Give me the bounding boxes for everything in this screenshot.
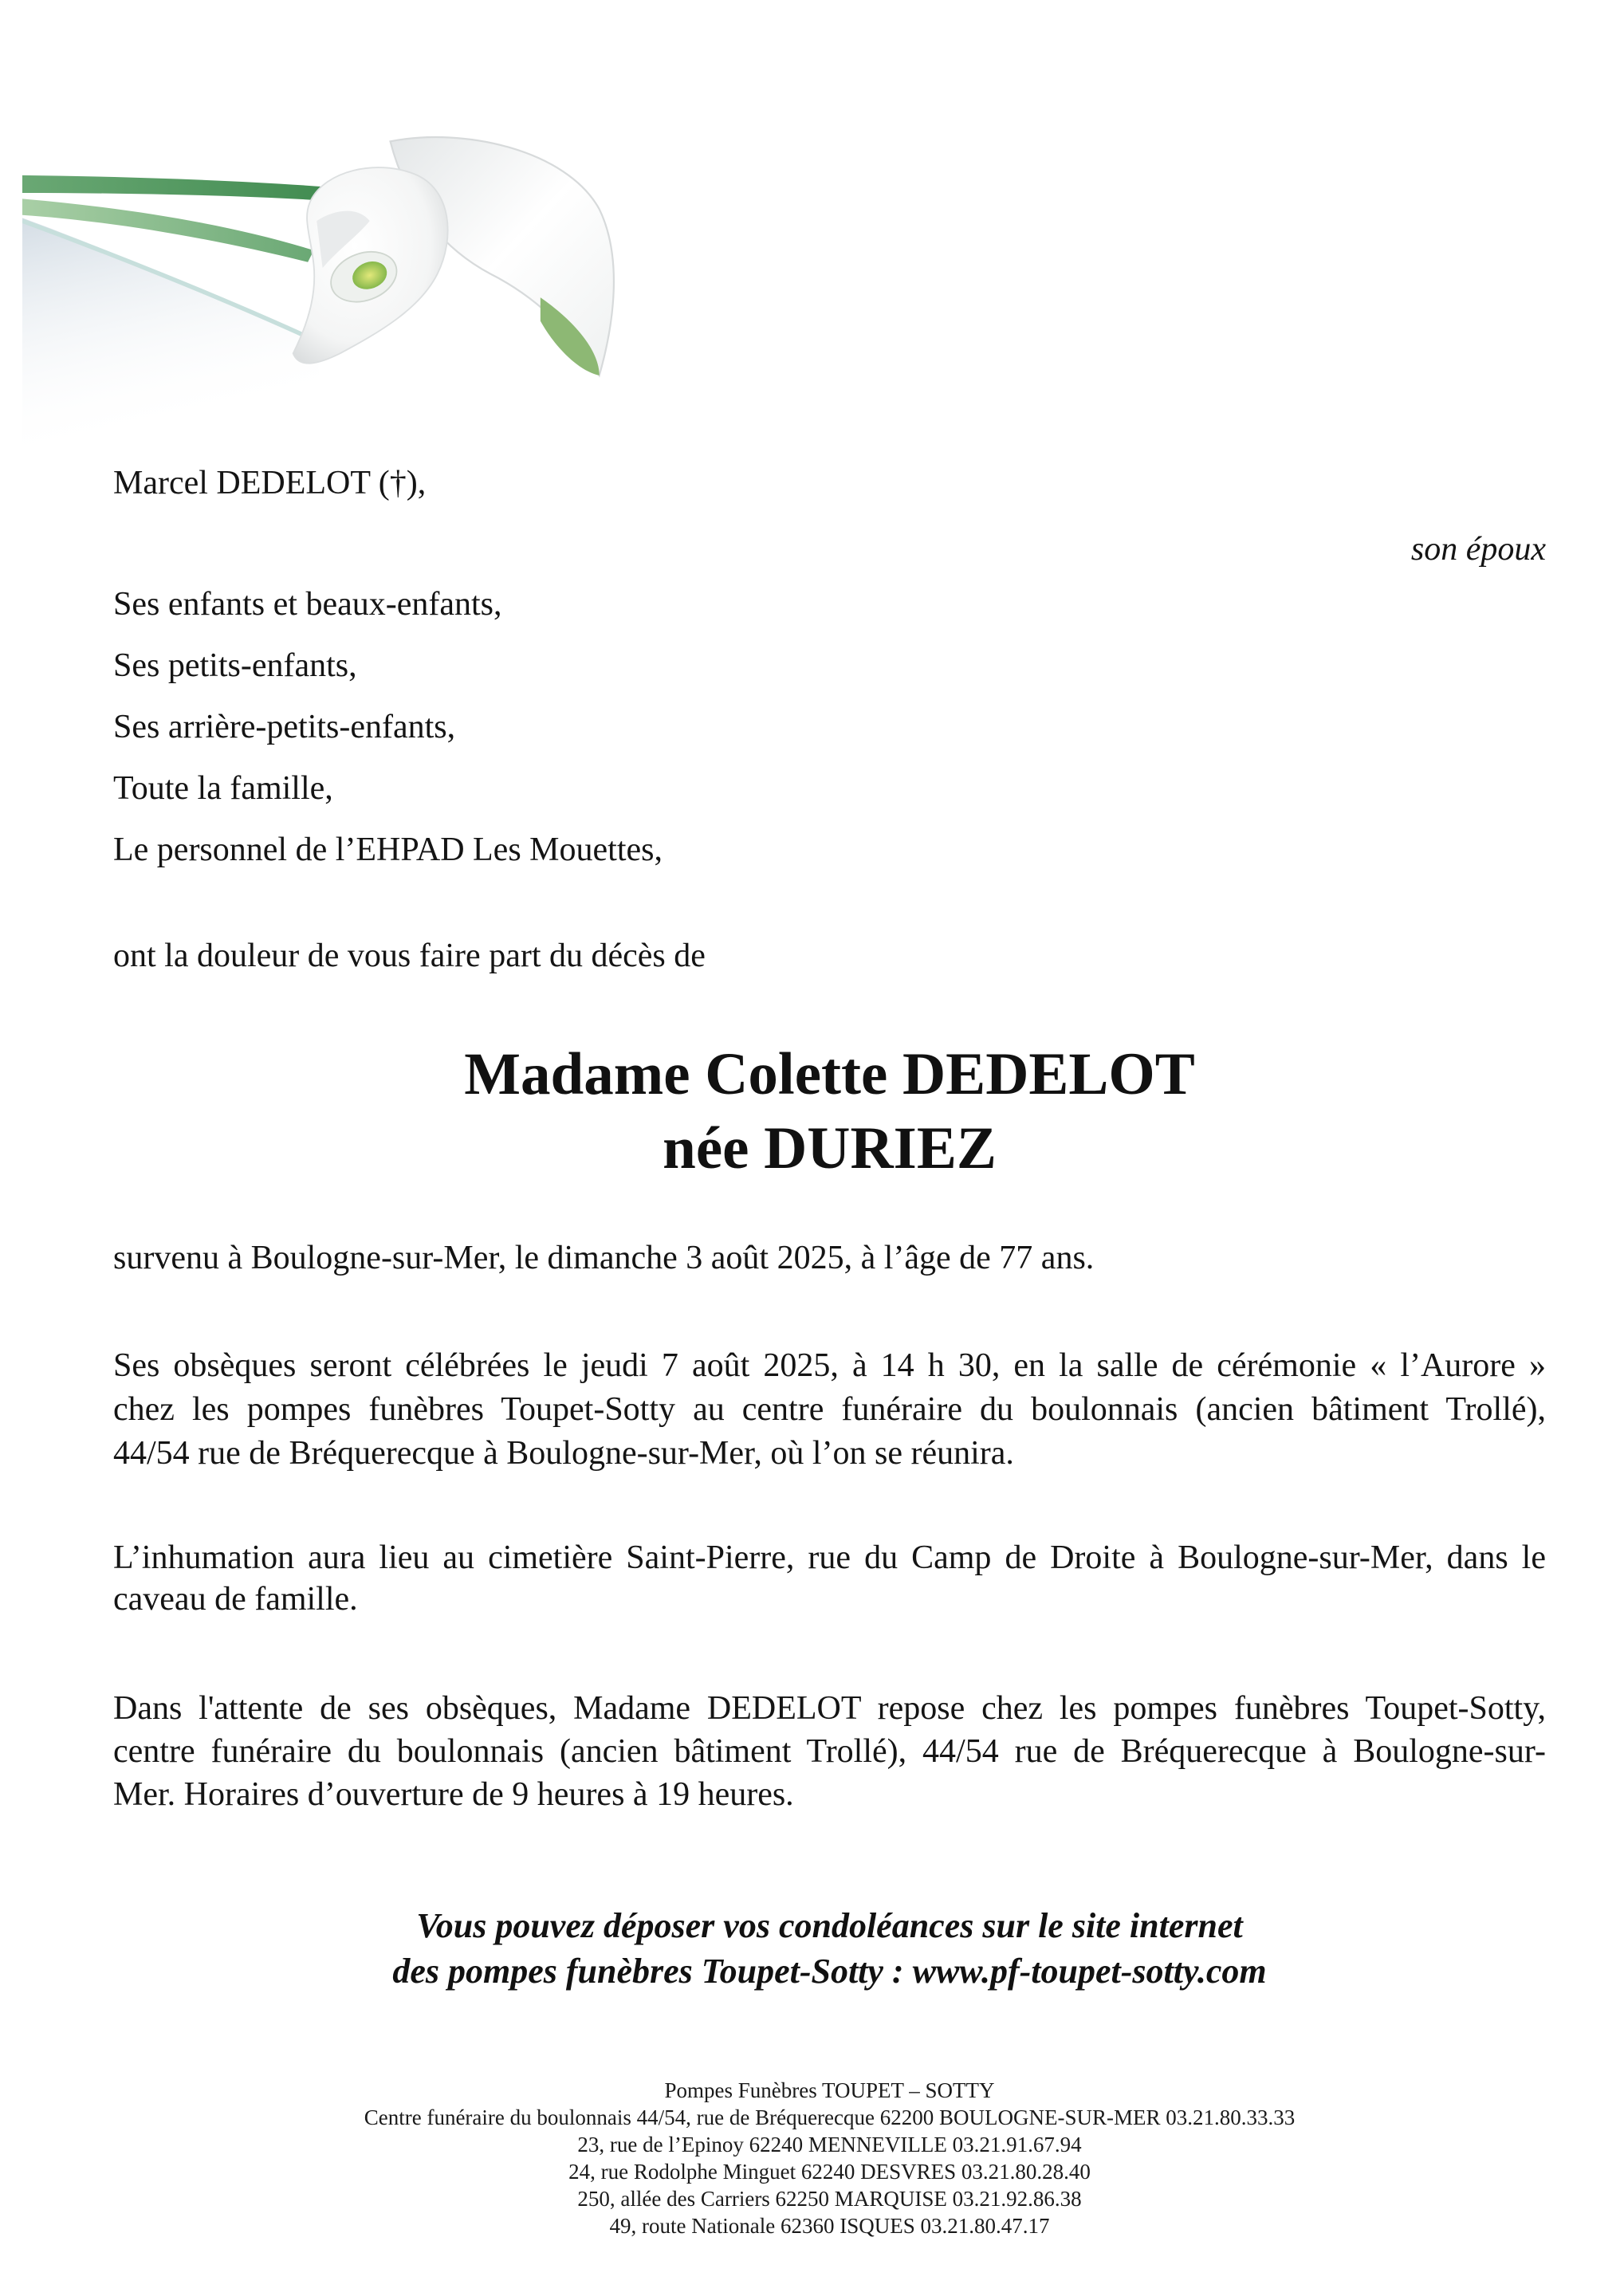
condolences-line: des pompes funèbres Toupet-Sotty : www.pf-toupet-sotty.com — [392, 1952, 1267, 1991]
deceased-name: Madame Colette DEDELOT — [464, 1041, 1195, 1107]
viewing-line: centre funéraire du boulonnais (ancien bâtiment Trollé), 44/54 rue de Bréquerecque à Boulogne-sur- — [113, 1733, 1546, 1770]
family-line: Le personnel de l’EHPAD Les Mouettes, — [113, 832, 663, 868]
family-line: Ses petits-enfants, — [113, 647, 357, 684]
announcement-text: ont la douleur de vous faire part du décès de — [113, 938, 706, 974]
burial-line: caveau de famille. — [113, 1581, 358, 1618]
footer-company: Pompes Funèbres TOUPET – SOTTY — [664, 2078, 995, 2102]
funeral-paragraph — [113, 1344, 1546, 1476]
viewing-line: Mer. Horaires d’ouverture de 9 heures à 19 heures. — [113, 1776, 794, 1813]
viewing-paragraph — [113, 1687, 1546, 1816]
viewing-line: Dans l'attente de ses obsèques, Madame DEDELOT repose chez les pompes funèbres Toupet-Sotty, — [113, 1690, 1546, 1727]
family-line: Toute la famille, — [113, 770, 333, 807]
condolences-note — [113, 1903, 1546, 1994]
family-line: Ses arrière-petits-enfants, — [113, 709, 456, 745]
condolences-line: Vous pouvez déposer vos condoléances sur le site internet — [416, 1906, 1243, 1945]
family-line: Ses enfants et beaux-enfants, — [113, 586, 502, 623]
deceased-heading — [113, 1037, 1546, 1185]
footer-address: Centre funéraire du boulonnais 44/54, rue de Bréquerecque 62200 BOULOGNE-SUR-MER 03.21.80.33.33 — [364, 2105, 1296, 2129]
footer-address: 24, rue Rodolphe Minguet 62240 DESVRES 03.21.80.28.40 — [568, 2160, 1091, 2184]
footer-address: 49, route Nationale 62360 ISQUES 03.21.80.47.17 — [609, 2214, 1050, 2238]
spouse-relation: son époux — [1410, 531, 1546, 568]
funeral-line: Ses obsèques seront célébrées le jeudi 7 août 2025, à 14 h 30, en la salle de cérémonie « l’Aurore » — [113, 1347, 1546, 1384]
footer-address: 23, rue de l’Epinoy 62240 MENNEVILLE 03.21.91.67.94 — [577, 2133, 1082, 2156]
family-list — [113, 574, 663, 881]
funeral-home-footer — [113, 2077, 1546, 2239]
funeral-line: 44/54 rue de Bréquerecque à Boulogne-sur-Mer, où l’on se réunira. — [113, 1435, 1014, 1472]
death-details: survenu à Boulogne-sur-Mer, le dimanche 3 août 2025, à l’âge de 77 ans. — [113, 1240, 1095, 1276]
upper-stem — [22, 175, 346, 202]
burial-line: L’inhumation aura lieu au cimetière Saint-Pierre, rue du Camp de Droite à Boulogne-sur-Mer, dans le — [113, 1539, 1546, 1576]
burial-paragraph — [113, 1537, 1546, 1620]
footer-address: 250, allée des Carriers 62250 MARQUISE 03.21.92.86.38 — [577, 2187, 1082, 2211]
maiden-name: née DURIEZ — [663, 1115, 997, 1181]
spouse-name: Marcel DEDELOT (†), — [113, 465, 427, 501]
calla-lily-illustration — [22, 132, 615, 445]
funeral-line: chez les pompes funèbres Toupet-Sotty au centre funéraire du boulonnais (ancien bâtiment Trollé), — [113, 1391, 1546, 1428]
